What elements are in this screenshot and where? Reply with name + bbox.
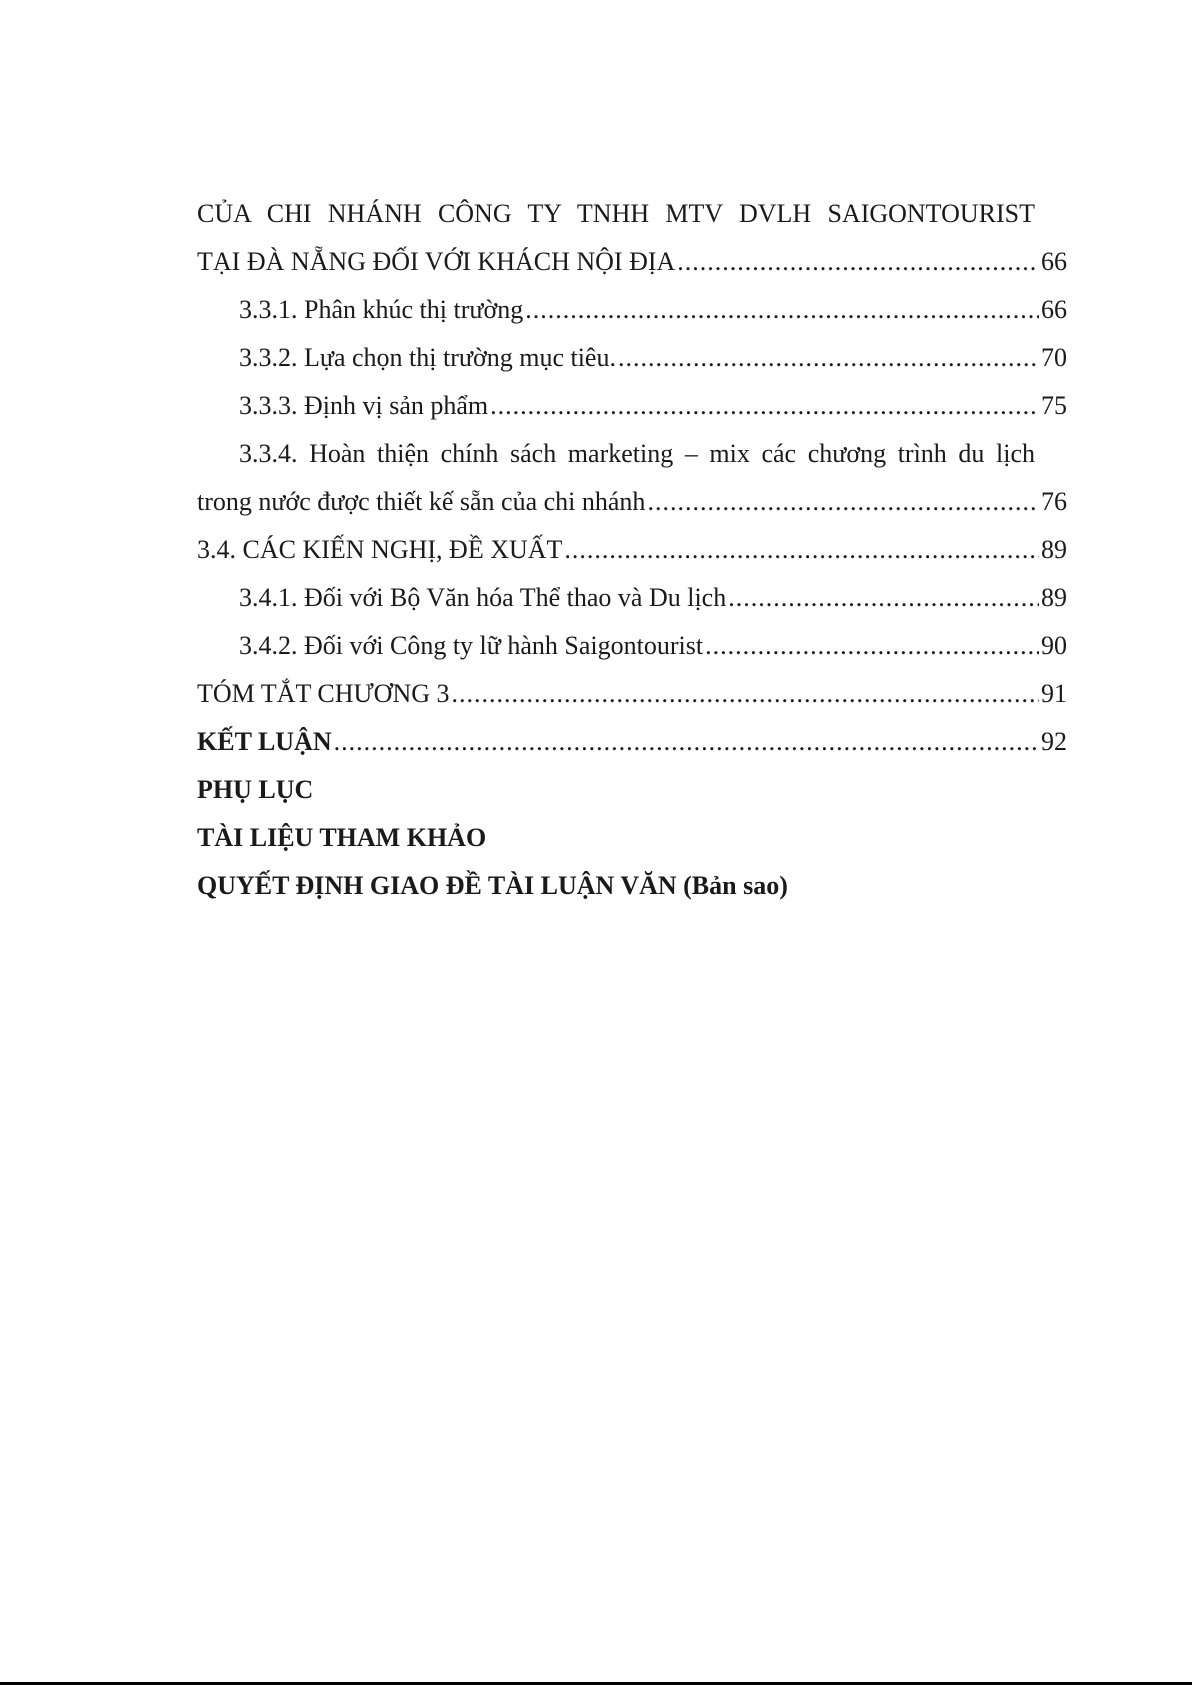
dot-leader: [728, 574, 1039, 622]
toc-entry-text: QUYẾT ĐỊNH GIAO ĐỀ TÀI LUẬN VĂN (Bản sao): [197, 871, 788, 900]
toc-entry-text: CỦA CHI NHÁNH CÔNG TY TNHH MTV DVLH SAIGONTOURIST: [197, 199, 1035, 228]
dot-leader: [647, 478, 1039, 526]
toc-page-number: 89: [1041, 535, 1067, 564]
toc-entry-text: 3.3.2. Lựa chọn thị trường mục tiêu.: [239, 343, 616, 372]
dot-leader: [677, 238, 1039, 286]
toc-entry[interactable]: [197, 718, 1067, 766]
toc-entry[interactable]: [197, 574, 1067, 622]
dot-leader: [452, 670, 1040, 718]
toc-page-number: 76: [1041, 487, 1067, 516]
toc-entry[interactable]: [197, 814, 1067, 862]
table-of-contents: [197, 190, 1067, 910]
toc-page-number: 66: [1041, 295, 1067, 324]
toc-page-number: 92: [1041, 727, 1067, 756]
toc-entry[interactable]: [197, 478, 1067, 526]
toc-entry-text: 3.4.2. Đối với Công ty lữ hành Saigontourist: [239, 631, 704, 660]
toc-page-number: 90: [1041, 631, 1067, 660]
dot-leader: [334, 718, 1039, 766]
toc-entry[interactable]: [197, 526, 1067, 574]
toc-entry[interactable]: [197, 382, 1067, 430]
toc-entry-text: TÀI LIỆU THAM KHẢO: [197, 823, 487, 852]
toc-heading-continued: [197, 190, 1035, 238]
toc-entry[interactable]: [197, 622, 1067, 670]
toc-page-number: 89: [1041, 583, 1067, 612]
toc-entry-text: 3.4.1. Đối với Bộ Văn hóa Thể thao và Du lịch: [239, 583, 727, 612]
toc-entry-text: 3.3.1. Phân khúc thị trường: [239, 295, 524, 324]
toc-page-number: 91: [1041, 679, 1067, 708]
toc-entry-text: trong nước được thiết kế sẵn của chi nhánh: [197, 487, 646, 516]
toc-entry[interactable]: [197, 286, 1067, 334]
toc-entry-text: PHỤ LỤC: [197, 775, 314, 804]
dot-leader: [705, 622, 1039, 670]
dot-leader: [490, 382, 1039, 430]
toc-entry[interactable]: [197, 766, 1067, 814]
toc-entry[interactable]: [197, 670, 1067, 718]
toc-page-number: 66: [1041, 247, 1067, 276]
toc-page-number: 75: [1041, 391, 1067, 420]
toc-entry-text: 3.3.3. Định vị sản phẩm: [239, 391, 489, 420]
dot-leader: [618, 334, 1039, 382]
toc-entry-text: 3.3.4. Hoàn thiện chính sách marketing – mix các chương trình du lịch: [239, 439, 1035, 468]
toc-page-number: 70: [1041, 343, 1067, 372]
dot-leader: [525, 286, 1039, 334]
toc-entry-wrapped[interactable]: [197, 430, 1035, 478]
toc-entry-text: KẾT LUẬN: [197, 727, 332, 756]
toc-entry[interactable]: [197, 334, 1067, 382]
toc-entry-text: TẠI ĐÀ NẴNG ĐỐI VỚI KHÁCH NỘI ĐỊA: [197, 247, 676, 276]
toc-entry[interactable]: [197, 238, 1067, 286]
toc-entry-text: 3.4. CÁC KIẾN NGHỊ, ĐỀ XUẤT: [197, 535, 563, 564]
dot-leader: [564, 526, 1039, 574]
toc-entry[interactable]: [197, 862, 1067, 910]
toc-entry-text: TÓM TẮT CHƯƠNG 3: [197, 679, 450, 708]
